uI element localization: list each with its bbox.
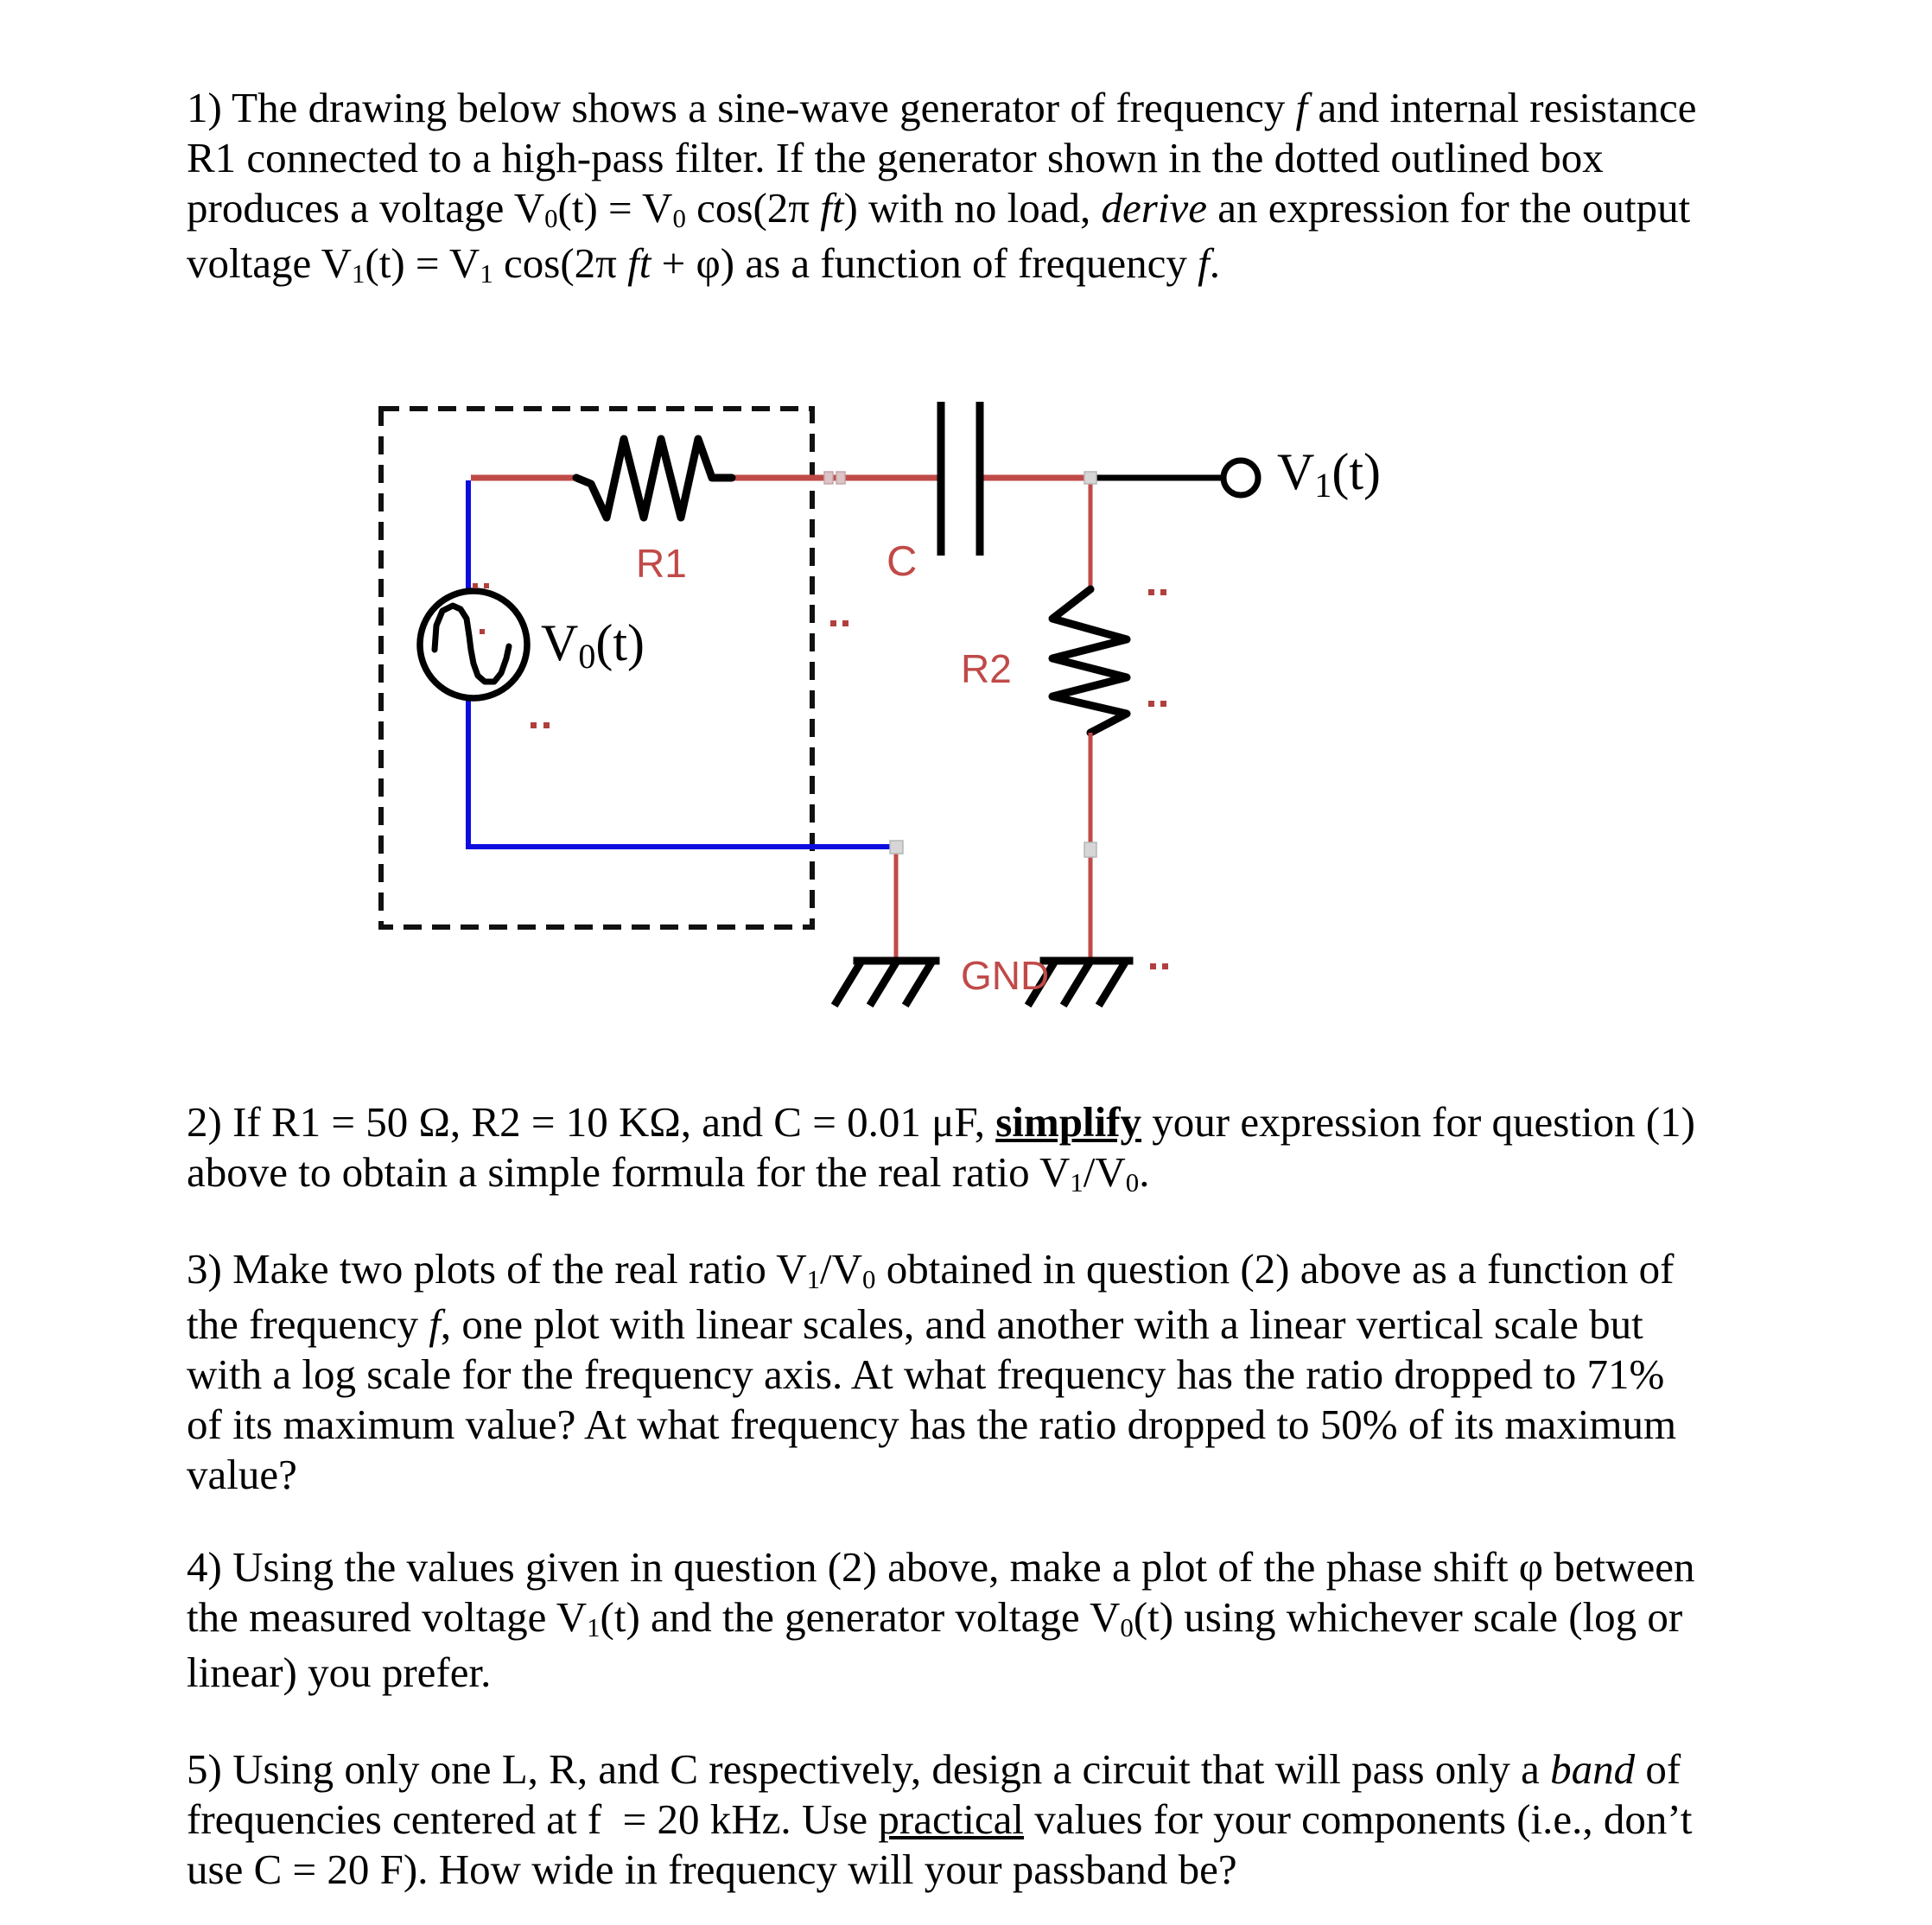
selection-handle — [890, 841, 903, 854]
label-v1: V1(t) — [1277, 443, 1381, 505]
label-gnd: GND — [961, 953, 1050, 998]
question-3-line: with a log scale for the frequency axis. At what frequency has the ratio dropped to 71% — [187, 1350, 1665, 1398]
output-terminal — [1223, 461, 1258, 495]
question-4-line: 4) Using the values given in question (2) above, make a plot of the phase shift φ between — [187, 1543, 1695, 1591]
question-1-line: R1 connected to a high-pass filter. If the generator shown in the dotted outlined box — [187, 134, 1604, 181]
selection-handle — [824, 472, 833, 484]
question-1-line: produces a voltage V0(t) = V0 cos(2π ft) with no load, derive an expression for the output — [187, 184, 1691, 233]
question-4 — [187, 1542, 1695, 1698]
label-v0: V0(t) — [541, 614, 645, 676]
question-3 — [187, 1244, 1676, 1500]
question-3-line: 3) Make two plots of the real ratio V1/V0 obtained in question (2) above as a function of — [187, 1245, 1675, 1294]
question-3-line: value? — [187, 1451, 297, 1498]
question-2 — [187, 1097, 1695, 1203]
selection-handle — [1084, 842, 1096, 857]
resistor-r1 — [576, 439, 732, 518]
resistor-r2 — [1052, 589, 1127, 733]
question-5-line: frequencies centered at f = 20 kHz. Use practical values for your components (i.e., don’t — [187, 1795, 1693, 1843]
question-2-line: 2) If R1 = 50 Ω, R2 = 10 KΩ, and C = 0.01 μF, simplify your expression for question (1) — [187, 1098, 1695, 1146]
selection-handle — [836, 472, 845, 484]
question-4-line: the measured voltage V1(t) and the generator voltage V0(t) using whichever scale (log or — [187, 1593, 1683, 1642]
question-1 — [187, 83, 1697, 294]
question-5-line: 5) Using only one L, R, and C respectively, design a circuit that will pass only a band of — [187, 1745, 1681, 1793]
label-v0-subscript: 0 — [578, 637, 596, 676]
label-c: C — [887, 538, 918, 585]
question-4-line: linear) you prefer. — [187, 1649, 492, 1696]
question-5 — [187, 1744, 1692, 1895]
question-5-line: use C = 20 F). How wide in frequency will your passband be? — [187, 1846, 1237, 1893]
label-r1: R1 — [636, 541, 687, 586]
question-1-line: voltage V1(t) = V1 cos(2π ft + φ) as a function of frequency f. — [187, 239, 1221, 289]
return-wire — [468, 480, 897, 847]
question-2-line: above to obtain a simple formula for the real ratio V1/V0. — [187, 1148, 1150, 1198]
question-3-line: of its maximum value? At what frequency has the ratio dropped to 50% of its maximum — [187, 1401, 1677, 1448]
ground-symbol-left — [836, 961, 936, 1002]
selection-handle — [1084, 472, 1096, 484]
label-v1-subscript: 1 — [1314, 466, 1332, 505]
label-r2: R2 — [961, 646, 1012, 691]
question-3-line: the frequency f, one plot with linear scales, and another with a linear vertical scale but — [187, 1300, 1643, 1348]
question-1-line: 1) The drawing below shows a sine-wave generator of frequency f and internal resistance — [187, 84, 1697, 131]
